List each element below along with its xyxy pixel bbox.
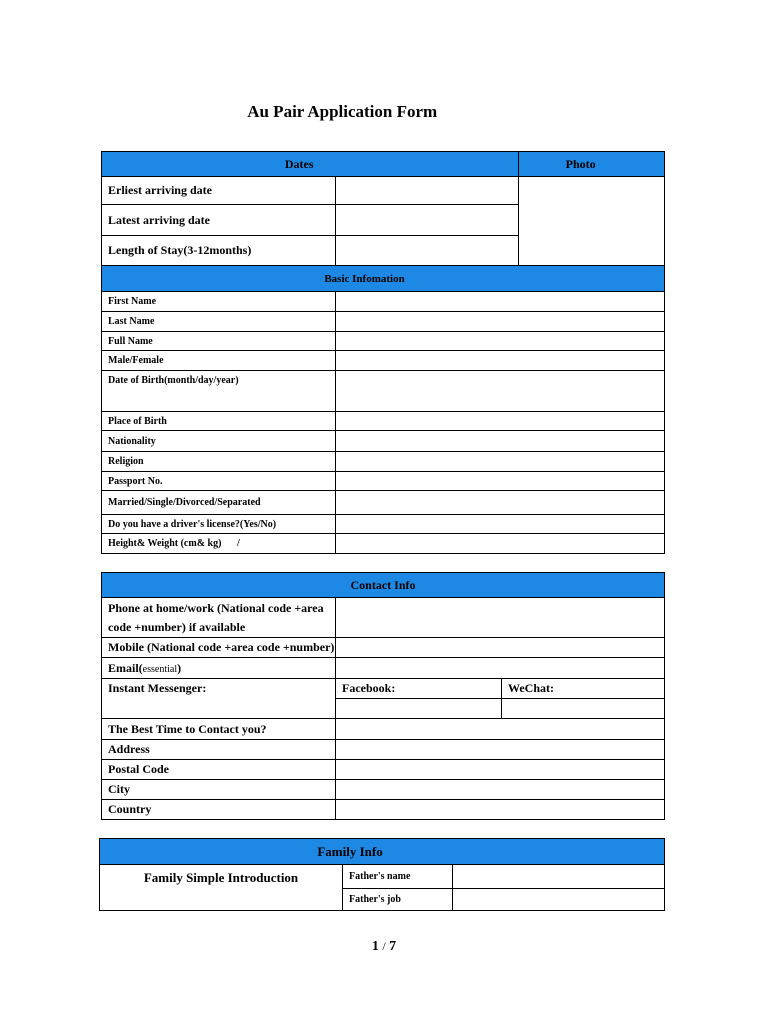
family-intro-line2:        (190, 889, 252, 905)
dates-header: Dates    (102, 152, 519, 177)
email-note: essential (142, 663, 178, 675)
photo-box[interactable] (519, 177, 665, 266)
best-time-label: The Best Time to Contact you? (102, 719, 336, 740)
city-field[interactable] (336, 780, 665, 800)
gender-field[interactable] (336, 351, 665, 371)
religion-label: Religion      (102, 452, 336, 472)
phone-label-line2: code +number) if available (108, 619, 246, 634)
religion-field[interactable] (336, 452, 665, 472)
height-weight-label: Height& Weight (cm& kg)  /   (102, 534, 336, 554)
date-of-birth-text-2:      (108, 395, 140, 406)
last-name-field[interactable] (336, 312, 665, 332)
email-field[interactable] (336, 658, 665, 679)
last-name-label: Last Name    (102, 312, 336, 332)
page-total: 7 (389, 939, 397, 954)
place-of-birth-field[interactable] (336, 412, 665, 431)
mobile-label: Mobile (National code +area code +number) (102, 638, 336, 658)
fathers-job-field[interactable] (453, 889, 665, 911)
mobile-field[interactable] (336, 638, 665, 658)
earliest-arrival-label: Erliest arriving date        (102, 177, 336, 205)
length-of-stay-field[interactable] (336, 236, 519, 266)
first-name-field[interactable] (336, 292, 665, 312)
place-of-birth-label: Place of Birth     (102, 412, 336, 431)
email-label (102, 658, 336, 679)
drivers-license-label: Do you have a driver's license?(Yes/No)        (102, 515, 336, 534)
latest-arrival-field[interactable] (336, 205, 519, 236)
height-weight-field[interactable] (336, 534, 665, 554)
dates-basic-table (101, 151, 665, 554)
passport-label: Passport No.    (102, 472, 336, 491)
basic-info-header: Basic Infomation      (102, 266, 665, 292)
photo-header: Photo    (519, 152, 665, 177)
page-title: Au Pair Application Form        (247, 102, 521, 121)
page-number (0, 939, 768, 955)
page-separator: / (382, 939, 386, 953)
passport-field[interactable] (336, 472, 665, 491)
contact-info-table (101, 572, 665, 820)
marital-status-label: Married/Single/Divorced/Separated      (102, 491, 336, 515)
nationality-label: Nationality    (102, 431, 336, 452)
country-label: Country (102, 800, 336, 820)
city-label: City (102, 780, 336, 800)
latest-arrival-label: Latest arriving date        (102, 205, 336, 236)
country-field[interactable] (336, 800, 665, 820)
email-suffix: ) (177, 660, 182, 675)
earliest-arrival-field[interactable] (336, 177, 519, 205)
length-of-stay-label: Length of Stay(3-12months)      (102, 236, 336, 266)
nationality-field[interactable] (336, 431, 665, 452)
fathers-name-field[interactable] (453, 865, 665, 889)
best-time-field[interactable] (336, 719, 665, 740)
page-current: 1 (371, 939, 379, 954)
first-name-label: First Name    (102, 292, 336, 312)
fathers-name-label: Father's name      (343, 865, 453, 889)
wechat-field[interactable] (502, 699, 665, 719)
family-intro-line1: Family Simple Introduction (143, 869, 299, 885)
email-prefix: Email( (108, 660, 143, 675)
address-label: Address (102, 740, 336, 760)
full-name-field[interactable] (336, 332, 665, 351)
marital-status-field[interactable] (336, 491, 665, 515)
wechat-label: WeChat: (502, 679, 665, 699)
facebook-label: Facebook: (336, 679, 502, 699)
family-info-header: Family Info        (100, 839, 665, 865)
date-of-birth-label (102, 371, 336, 412)
family-intro-label (100, 865, 343, 911)
full-name-label: Full Name    (102, 332, 336, 351)
instant-messenger-label: Instant Messenger: (102, 679, 336, 719)
gender-label: Male/Female    (102, 351, 336, 371)
date-of-birth-field[interactable] (336, 371, 665, 412)
phone-label (102, 598, 336, 638)
facebook-field[interactable] (336, 699, 502, 719)
postal-code-label: Postal Code (102, 760, 336, 780)
phone-label-line1: Phone at home/work (National code +area (108, 600, 324, 615)
phone-field[interactable] (336, 598, 665, 638)
contact-info-header: Contact Info (102, 573, 665, 598)
fathers-job-label: Father's job      (343, 889, 453, 911)
date-of-birth-text: Date of Birth(month/day/year) (108, 375, 239, 386)
address-field[interactable] (336, 740, 665, 760)
family-info-table (99, 838, 665, 911)
postal-code-field[interactable] (336, 760, 665, 780)
drivers-license-field[interactable] (336, 515, 665, 534)
